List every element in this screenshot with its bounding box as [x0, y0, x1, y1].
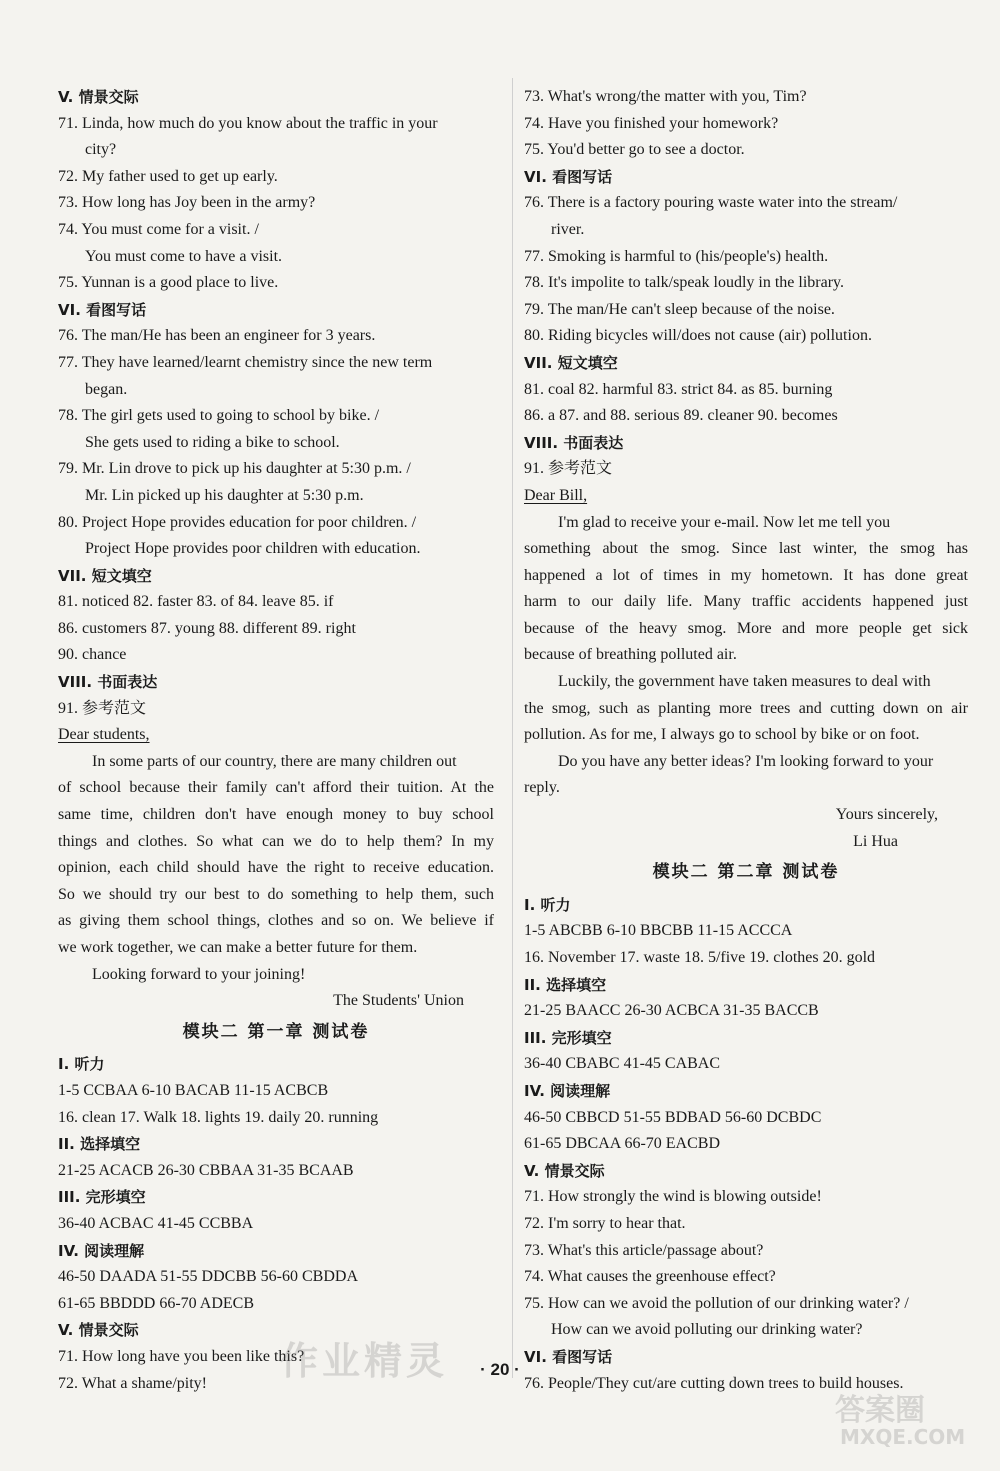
section-heading: VI. 看图写话	[58, 300, 147, 319]
answer-line: 1-5 ABCBB 6-10 BBCBB 11-15 ACCCA	[524, 922, 793, 940]
letter-signoff: Yours sincerely,	[835, 806, 938, 824]
answer-continuation: She gets used to riding a bike to school.	[85, 433, 340, 451]
essay-line: Luckily, the government have taken measures to deal with	[558, 673, 931, 691]
answer-line: 76. People/They cut/are cutting down trees to build houses.	[524, 1374, 904, 1392]
answer-line: 21-25 ACACB 26-30 CBBAA 31-35 BCAAB	[58, 1161, 354, 1179]
answer-line: 75. How can we avoid the pollution of our drinking water? /	[524, 1294, 909, 1312]
answer-line: 86. customers 87. young 88. different 89. right	[58, 619, 356, 637]
essay-line: In some parts of our country, there are many children out	[92, 752, 457, 770]
answer-line: 77. They have learned/learnt chemistry since the new term	[58, 353, 433, 371]
answer-line: 75. You'd better go to see a doctor.	[524, 141, 745, 159]
section-heading: II. 选择填空	[524, 975, 607, 994]
answer-line: 16. November 17. waste 18. 5/five 19. clothes 20. gold	[524, 949, 876, 966]
chapter-title: 模块二 第二章 测试卷	[652, 862, 840, 883]
answer-line: 16. clean 17. Walk 18. lights 19. daily 20. running	[58, 1108, 379, 1126]
section-heading: III. 完形填空	[524, 1028, 612, 1047]
essay-line: Looking forward to your joining!	[92, 965, 306, 983]
answer-line: 71. Linda, how much do you know about the traffic in your	[58, 114, 438, 132]
answer-continuation: Project Hope provides poor children with education.	[85, 540, 421, 558]
answer-continuation: Mr. Lin picked up his daughter at 5:30 p.m.	[85, 486, 364, 504]
essay-line: of school because their family can't afford their tuition. At the	[58, 779, 494, 797]
essay-line: Do you have any better ideas? I'm looking forward to your	[558, 752, 934, 770]
section-heading: I. 听力	[58, 1055, 105, 1074]
answer-line: 73. What's wrong/the matter with you, Tim?	[524, 88, 807, 105]
chapter-title: 模块二 第一章 测试卷	[182, 1021, 370, 1042]
section-heading: VII. 短文填空	[58, 566, 152, 585]
answer-line: 79. The man/He can't sleep because of the noise.	[524, 300, 835, 318]
section-heading: III. 完形填空	[58, 1188, 146, 1207]
answer-line: 71. How strongly the wind is blowing outside!	[524, 1188, 822, 1206]
letter-salutation: Dear Bill,	[524, 486, 588, 504]
answer-line: 75. Yunnan is a good place to live.	[58, 274, 279, 292]
answer-line: 73. What's this article/passage about?	[524, 1241, 764, 1259]
section-heading: V. 情景交际	[524, 1161, 605, 1180]
watermark-url: MXQE.COM	[840, 1425, 966, 1449]
section-heading: IV. 阅读理解	[58, 1241, 145, 1260]
answer-continuation: city?	[85, 141, 117, 159]
answer-line: 71. How long have you been like this?	[58, 1347, 305, 1365]
answer-line: pollution. As for me, I always go to school by bike or on foot.	[524, 726, 920, 744]
letter-salutation: Dear students,	[58, 726, 150, 744]
answer-line: reply.	[524, 779, 560, 797]
letter-signature: Li Hua	[853, 832, 898, 850]
answer-line: 78. The girl gets used to going to school by bike. /	[58, 407, 380, 425]
answer-line: 76. The man/He has been an engineer for 3 years.	[58, 327, 376, 345]
answer-line: 46-50 DAADA 51-55 DDCBB 56-60 CBDDA	[58, 1268, 359, 1286]
column-divider	[512, 78, 513, 1378]
answer-line: 36-40 CBABC 41-45 CABAC	[524, 1055, 721, 1073]
watermark-text: 作业精灵	[280, 1339, 449, 1383]
answer-line: 77. Smoking is harmful to (his/people's) health.	[524, 247, 829, 265]
answer-line: 61-65 DBCAA 66-70 EACBD	[524, 1135, 721, 1153]
answer-line: 74. You must come for a visit. /	[58, 220, 259, 238]
essay-line: harm to our daily life. Many traffic accidents happened just	[524, 593, 968, 611]
answer-line: we work together, we can make a better future for them.	[58, 939, 418, 956]
answer-line: because of breathing polluted air.	[524, 646, 737, 664]
answer-line: 72. What a shame/pity!	[58, 1374, 207, 1392]
answer-line: 74. Have you finished your homework?	[524, 114, 779, 132]
essay-line: something about the smog. Since last winter, the smog has	[524, 540, 968, 558]
section-heading: VIII. 书面表达	[524, 433, 624, 452]
page-number: · 20 ·	[480, 1360, 520, 1379]
essay-line: opinion, each child should have the right to receive education.	[58, 859, 494, 877]
answer-line: 61-65 BBDDD 66-70 ADECB	[58, 1294, 255, 1312]
essay-line: happened a lot of times in my hometown. It has done great	[524, 566, 968, 584]
answer-line: 91. 参考范文	[58, 699, 147, 717]
answer-continuation: river.	[551, 220, 585, 238]
answer-line: 1-5 CCBAA 6-10 BACAB 11-15 ACBCB	[58, 1081, 329, 1099]
right-column	[524, 84, 968, 1397]
section-heading: V. 情景交际	[58, 88, 139, 106]
answer-line: 72. I'm sorry to hear that.	[524, 1214, 686, 1232]
answer-line: 90. chance	[58, 646, 127, 664]
section-heading: VII. 短文填空	[524, 353, 618, 372]
essay-line: So we should try our best to do something to help them, such	[58, 885, 494, 903]
section-heading: II. 选择填空	[58, 1135, 141, 1154]
answer-line: 73. How long has Joy been in the army?	[58, 194, 316, 212]
answer-continuation: You must come to have a visit.	[85, 247, 283, 265]
answer-line: 91. 参考范文	[524, 460, 613, 478]
essay-line: things and clothes. So what can we do to help them? In my	[58, 832, 494, 850]
answer-line: 78. It's impolite to talk/speak loudly in the library.	[524, 274, 845, 292]
essay-line: same time, children don't have enough money to buy school	[58, 806, 494, 824]
essay-line: I'm glad to receive your e-mail. Now let me tell you	[558, 513, 891, 531]
watermark-logo: 答案圈	[835, 1393, 925, 1428]
answer-line: 86. a 87. and 88. serious 89. cleaner 90. becomes	[524, 407, 838, 425]
answer-line: 81. noticed 82. faster 83. of 84. leave 85. if	[58, 593, 334, 611]
essay-line: as giving them school things, clothes and so on. We believe if	[58, 912, 494, 930]
answer-line: 36-40 ACBAC 41-45 CCBBA	[58, 1214, 254, 1232]
section-heading: VI. 看图写话	[524, 1347, 613, 1366]
answer-line: 81. coal 82. harmful 83. strict 84. as 85. burning	[524, 380, 833, 398]
left-column	[58, 84, 494, 1397]
answer-line: 74. What causes the greenhouse effect?	[524, 1268, 776, 1286]
answer-line: 21-25 BAACC 26-30 ACBCA 31-35 BACCB	[524, 1002, 819, 1020]
section-heading: VIII. 书面表达	[58, 673, 158, 692]
answer-line: 76. There is a factory pouring waste water into the stream/	[524, 194, 898, 212]
section-heading: V. 情景交际	[58, 1321, 139, 1340]
section-heading: IV. 阅读理解	[524, 1081, 611, 1100]
essay-line: because of the heavy smog. More and more people get sick	[524, 619, 968, 637]
answer-line: 79. Mr. Lin drove to pick up his daughter at 5:30 p.m. /	[58, 460, 411, 478]
answer-line: 46-50 CBBCD 51-55 BDBAD 56-60 DCBDC	[524, 1108, 822, 1126]
answer-continuation: began.	[85, 380, 128, 398]
answer-line: 72. My father used to get up early.	[58, 167, 278, 185]
letter-signoff: The Students' Union	[333, 992, 464, 1010]
essay-line: the smog, such as planting more trees and cutting down on air	[524, 699, 968, 717]
answer-line: 80. Project Hope provides education for poor children. /	[58, 513, 417, 531]
section-heading: I. 听力	[524, 895, 571, 914]
section-heading: VI. 看图写话	[524, 167, 613, 186]
answer-line: 80. Riding bicycles will/does not cause (air) pollution.	[524, 327, 872, 345]
answer-continuation: How can we avoid polluting our drinking water?	[551, 1321, 863, 1339]
